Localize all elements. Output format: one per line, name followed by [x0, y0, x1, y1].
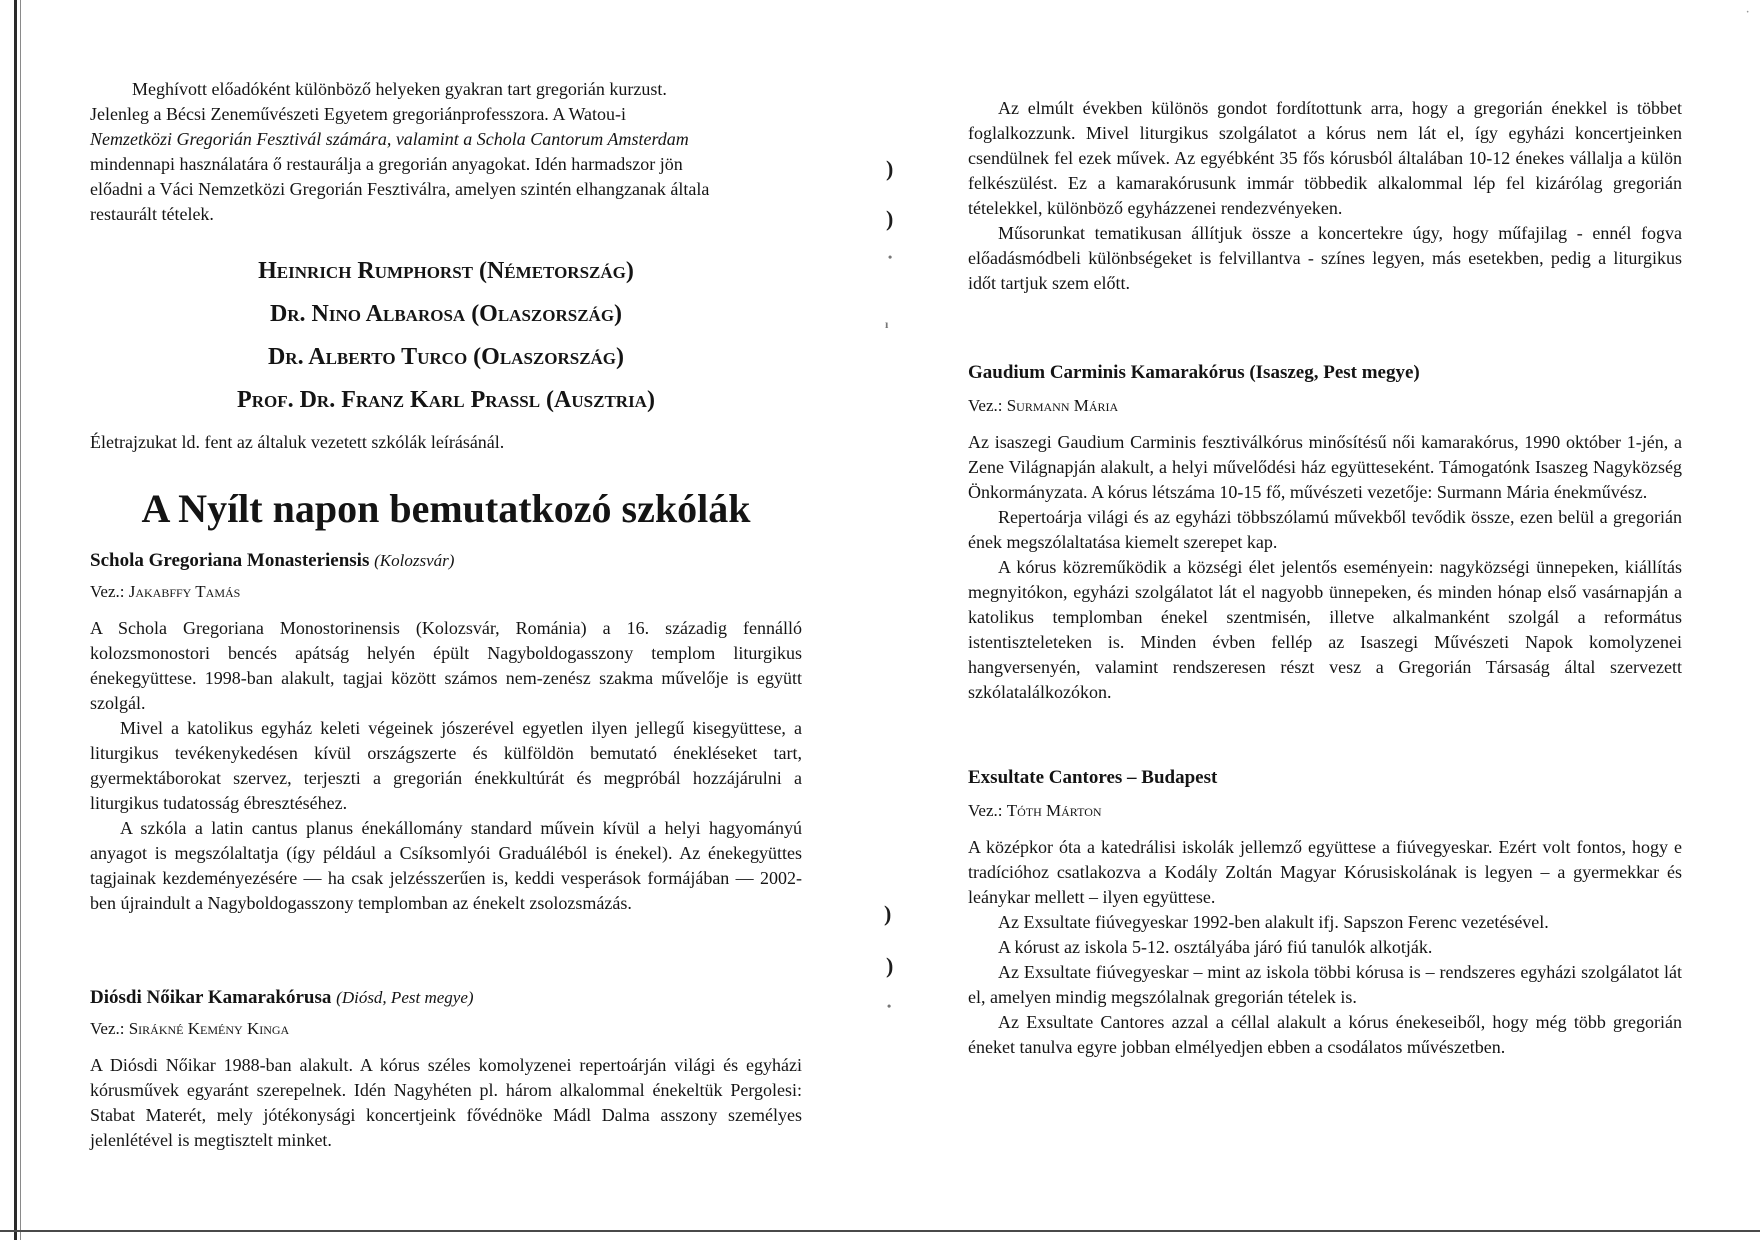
choir-entry — [968, 765, 1682, 1060]
scan-edge-left — [14, 0, 17, 1240]
choir-paragraph: Repertoárja világi és az egyházi többszólamú művekből tevődik össze, ezen belül a gregorián ének megszólaltatása kiemelt szerepet kap. — [968, 507, 1682, 552]
choir-name: Diósdi Nőikar Kamarakórusa — [90, 987, 332, 1008]
scan-edge-bottom — [0, 1230, 1760, 1232]
lecturer-name: Dr. Alberto Turco (Olaszország) — [267, 344, 625, 370]
gutter-speck: • — [887, 999, 892, 1013]
intro-line: Meghívott előadóként különböző helyeken gyakran tart gregorián kurzust. — [132, 79, 667, 99]
choir-location: (Kolozsvár) — [374, 551, 455, 570]
lecturer-name: Dr. Nino Albarosa (Olaszország) — [269, 301, 623, 327]
corner-speck: · — [1746, 7, 1750, 18]
leader-label: Vez.: — [90, 582, 125, 601]
intro-line: Nemzetközi Gregorián Fesztivál számára, valamint a Schola Cantorum Amsterdam — [90, 129, 689, 149]
gutter-bracket-mark: ) — [886, 156, 894, 181]
scan-edge-left-shadow — [20, 0, 21, 1240]
choir-paragraph: A kórus közreműködik a községi élet jelentős eseményein: nagyközségi ünnepeken, kiállítás megnyitókon, egyházi szolgálatot lát el nagyobb ünnepeken, és minden hónap első vasárnapján a katolikus templomban énekel szentmisén, illetve alkalmanként szolgál a református istentiszteleteken is. Minden évben fellép az Isaszegi Művészeti Napok komolyzenei hangversenyén, valamint rendszeresen részt vesz a Gregorián Társaság által szervezett szkólatalálkozókon. — [968, 557, 1682, 702]
lecturer-name: Heinrich Rumphorst (Németország) — [258, 258, 634, 284]
intro-text — [968, 96, 1682, 296]
choir-paragraph: A Schola Gregoriana Monostorinensis (Kolozsvár, Románia) a 16. századig fennálló kolozsmonostori bencés apátság helyén épült Nagyboldogasszony templom liturgikus énekegyüttese. 1998-ban alakult, tagjai között számos nem-zenész szakma művelője is együtt szolgál. — [90, 618, 802, 713]
choir-location: (Diósd, Pest megye) — [336, 988, 474, 1007]
choir-paragraph: Az Exsultate Cantores azzal a céllal alakult a kórus énekeseiből, hogy még több gregorián éneket tanulva egyre jobban elmélyedjen ebben a csodálatos művészetben. — [968, 1012, 1682, 1057]
choir-name: Schola Gregoriana Monasteriensis — [90, 550, 370, 571]
leader-name: Jakabffy Tamás — [128, 582, 241, 601]
gutter-bracket-mark: ) — [886, 953, 894, 978]
intro-line: előadni a Váci Nemzetközi Gregorián Fesztiválra, amelyen szintén elhangzanak általa — [90, 179, 710, 199]
choir-entry — [90, 548, 802, 916]
leader-name: Surmann Mária — [1006, 396, 1119, 415]
choir-paragraph: Az isaszegi Gaudium Carminis fesztiválkórus minősítésű női kamarakórus, 1990 október 1-jén, a Zene Világnapján alakult, a helyi művelődési ház együtteseként. Támogatónk Isaszeg Nagyközség Önkormányzata. A kórus létszáma 10-15 fő, művészeti vezetője: Surmann Mária énekművész. — [968, 432, 1682, 502]
intro-line: Jelenleg a Bécsi Zeneművészeti Egyetem gregoriánprofesszora. A Watou-i — [90, 104, 627, 124]
section-title: A Nyílt napon bemutatkozó szkólák — [141, 486, 751, 531]
choir-paragraph: Mivel a katolikus egyház keleti végeinek jószerével egyetlen ilyen jellegű kisegyüttese, a liturgikus tevékenykedésen kívül országszerte és külföldön bemutató énekléseket tart, gyermektáborokat szervez, terjeszti a gregorián énekkultúrát és megpróbál hozzájárulni a liturgikus tudatosság ébresztéséhez. — [90, 718, 802, 813]
lecturer-name: Prof. Dr. Franz Karl Prassl (Ausztria) — [237, 387, 655, 413]
leader-label: Vez.: — [968, 801, 1003, 820]
gutter-bracket-mark: ) — [884, 901, 892, 926]
choir-paragraph: Az Exsultate fiúvegyeskar – mint az iskola többi kórusa is – rendszeres egyházi szolgálatot lát el, amelyen mindig megszólalnak gregorián tételek is. — [968, 962, 1682, 1007]
intro-line: mindennapi használatára ő restaurálja a gregorián anyagokat. Idén harmadszor jön — [90, 154, 683, 174]
bio-note: Életrajzukat ld. fent az általuk vezetett szkólák leírásánál. — [90, 432, 505, 452]
intro-line: restaurált tételek. — [90, 204, 214, 224]
gutter-speck: • — [888, 250, 893, 264]
choir-entry — [90, 985, 802, 1153]
leader-name: Tóth Márton — [1006, 801, 1102, 820]
choir-paragraph: A szkóla a latin cantus planus énekállomány standard művein kívül a helyi hagyományú anyagot is megszólaltatja (így például a Csíksomlyói Graduáléból is énekel). Az énekegyüttes tagjainak kezdeményezésére — ha csak jelzésszerűen is, keddi vesperások formájában — 2002-ben újraindult a Nagyboldogasszony templomban az énekelt zsolozsmázás. — [90, 818, 802, 913]
choir-name: Exsultate Cantores – Budapest — [968, 767, 1218, 788]
gutter-speck: ı — [885, 317, 889, 331]
choir-name: Gaudium Carminis Kamarakórus (Isaszeg, Pest megye) — [968, 362, 1420, 383]
gutter-bracket-mark: ) — [886, 206, 894, 231]
intro-paragraph: Műsorunkat tematikusan állítjuk össze a koncertekre úgy, hogy műfajilag - ennél fogva előadásmódbeli különbségeket is felvillantva - színes legyen, más esetekben, pedig a liturgikus időt tartjuk szem előtt. — [968, 223, 1682, 293]
choir-entry — [968, 360, 1682, 705]
choir-paragraph: A középkor óta a katedrálisi iskolák jellemző együttese a fiúvegyeskar. Ezért volt fontos, hogy e tradícióhoz csatlakozva a Kodály Zoltán Magyar Kórusiskolának is legyen – a gyermekkar és leánykar mellett – ilyen együttese. — [968, 837, 1682, 907]
leader-label: Vez.: — [968, 396, 1003, 415]
intro-paragraph: Az elmúlt években különös gondot fordítottunk arra, hogy a gregorián énekkel is többet foglalkozzunk. Mivel liturgikus szolgálatot a kórus nem lát el, így egyházi koncertjeinken csendülnek fel ezek művek. Az egyébként 35 fős kórusból általában 10-12 énekes vállalja a külön felkészülést. Ez a kamarakórusunk immár többedik alkalommal lép fel kizárólag gregorián tételekkel, különböző egyházzenei rendezvényeken. — [968, 98, 1682, 218]
choir-paragraph: A Diósdi Nőikar 1988-ban alakult. A kórus széles komolyzenei repertoárján világi és egyházi kórusművek egyaránt szerepelnek. Idén Nagyhéten pl. három alkalommal énekeltük Pergolesi: Stabat Materét, mely jótékonysági koncertjeink fővédnöke Mádl Dalma asszony személyes jelenlétével is megtisztelt minket. — [90, 1055, 802, 1150]
leader-name: Sirákné Kemény Kinga — [128, 1019, 290, 1038]
leader-label: Vez.: — [90, 1019, 125, 1038]
choir-paragraph: Az Exsultate fiúvegyeskar 1992-ben alakult ifj. Sapszon Ferenc vezetésével. — [998, 912, 1549, 932]
choir-paragraph: A kórust az iskola 5-12. osztályába járó fiú tanulók alkotják. — [998, 937, 1433, 957]
intro-text — [90, 77, 802, 227]
